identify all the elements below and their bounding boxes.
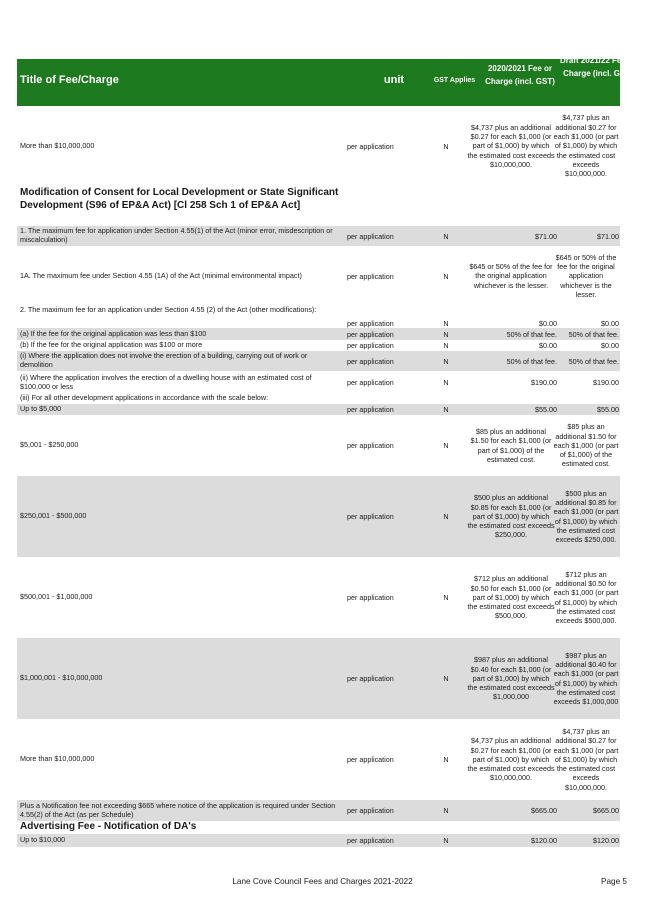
- row-fee-2020: [467, 246, 555, 306]
- row-gst: N: [443, 593, 449, 602]
- row-description: Plus a Notification fee not exceeding $665 where notice of the application is required under Section 4.55(2) of the Act (as per Schedule): [20, 800, 336, 819]
- row-unit: per application: [347, 378, 394, 387]
- section-heading-modification: Modification of Consent for Local Development or State Significant Development (S96 of EP&A Act) [Cl 258 Sch 1 of EP&A Act]: [20, 187, 339, 211]
- row-gst: N: [443, 141, 449, 151]
- row-fee-2021: $0.00: [601, 341, 619, 350]
- row-fee-2020: [467, 476, 555, 557]
- table-row: [17, 393, 620, 404]
- row-fee-2020: 50% of that fee.: [506, 329, 557, 339]
- row-unit: per application: [347, 836, 394, 845]
- row-description: (ii) Where the application involves the erection of a dwelling house with an estimated cost of $100,000 or less: [20, 372, 312, 391]
- row-description: Up to $10,000: [20, 835, 66, 845]
- section-heading-advertising: Advertising Fee - Notification of DA's: [20, 821, 197, 832]
- row-fee-2021: [552, 557, 620, 638]
- row-unit: per application: [347, 356, 394, 366]
- table-row: [17, 306, 620, 328]
- row-gst: N: [443, 341, 449, 350]
- row-fee-2021: [552, 476, 620, 557]
- row-fee-2020: [467, 638, 555, 719]
- row-unit: per application: [347, 405, 394, 414]
- row-description: (a) If the fee for the original application was less than $100: [20, 328, 207, 338]
- row-description: 2. The maximum fee for an application under Section 4.55 (2) of the Act (other modifications):: [20, 305, 317, 314]
- table-row: [17, 340, 620, 351]
- row-unit: per application: [347, 271, 394, 281]
- row-gst: N: [443, 356, 449, 366]
- row-unit: per application: [347, 441, 394, 450]
- fee-2020-text: $645 or 50% of the fee for the original application whichever is the lesser.: [469, 262, 553, 290]
- fee-2020-text: $4,737 plus an additional $0.27 for each $1,000 (or part of $1,000) by which the estimated cost exceeds $10,000,000.: [467, 736, 555, 783]
- row-fee-2021: [552, 106, 620, 186]
- row-fee-2020: [467, 557, 555, 638]
- table-row: [17, 557, 620, 638]
- header-gst: GST Applies: [433, 77, 476, 84]
- row-gst: N: [443, 755, 449, 764]
- row-fee-2021: $71.00: [597, 231, 619, 241]
- fee-2020-text: $987 plus an additional $0.40 for each $1,000 (or part of $1,000) by which the estimated cost exceeds $1,000,000: [467, 655, 555, 702]
- row-fee-2020: [467, 719, 555, 800]
- row-description: 1. The maximum fee for application under Section 4.55(1) of the Act (minor error, misdescription or miscalculation): [20, 226, 333, 244]
- table-row: [17, 415, 620, 476]
- fee-2021-text: $712 plus an additional $0.50 for each $1,000 (or part of $1,000) by which the estimated cost exceeds $500,000.: [553, 569, 619, 626]
- header-fee-2021: Draft 2021/22 Fee or Charge (incl. GST): [559, 56, 637, 78]
- fee-2020-text: $85 plus an additional $1.50 for each $1,000 (or part of $1,000) of the estimated cost.: [470, 426, 552, 464]
- row-fee-2021: [552, 415, 620, 476]
- row-fee-2021: $0.00: [601, 319, 619, 328]
- row-unit: per application: [347, 319, 394, 328]
- table-row: [17, 106, 620, 186]
- table-header: [17, 56, 637, 106]
- row-fee-2021: [552, 638, 620, 719]
- row-description: More than $10,000,000: [20, 754, 95, 764]
- row-fee-2021: [552, 246, 620, 306]
- header-unit: unit: [383, 74, 405, 86]
- fee-2021-text: $987 plus an additional $0.40 for each $1,000 (or part of $1,000) by which the estimated cost exceeds $1,000,000: [553, 650, 619, 707]
- row-unit: per application: [347, 593, 394, 602]
- table-row: [17, 226, 620, 246]
- row-fee-2020: [467, 415, 555, 476]
- fee-2021-text: $85 plus an additional $1.50 for each $1,000 (or part of $1,000) of the estimated cost.: [553, 422, 619, 469]
- table-row: [17, 328, 620, 340]
- row-gst: N: [443, 319, 449, 328]
- header-fee-2020: 2020/2021 Fee or Charge (incl. GST): [485, 64, 555, 86]
- table-row: [17, 351, 620, 371]
- row-fee-2020: $665.00: [531, 806, 557, 815]
- row-fee-2020: [467, 106, 555, 186]
- row-gst: N: [443, 271, 449, 281]
- fee-2021-text: $4,737 plus an additional $0.27 for each $1,000 (or part of $1,000) by which the estimated cost exceeds $10,000,000.: [553, 113, 619, 179]
- row-unit: per application: [347, 341, 394, 350]
- row-fee-2021: $55.00: [597, 405, 619, 414]
- header-title: Title of Fee/Charge: [20, 74, 119, 86]
- row-description: More than $10,000,000: [20, 140, 95, 150]
- row-fee-2020: $190.00: [531, 378, 557, 387]
- fee-2021-text: $645 or 50% of the fee for the original application whichever is the lesser.: [555, 252, 617, 299]
- row-gst: N: [443, 231, 449, 241]
- row-description: $5,001 - $250,000: [20, 440, 79, 450]
- row-gst: N: [443, 329, 449, 339]
- row-fee-2021: $190.00: [593, 378, 619, 387]
- footer-title: Lane Cove Council Fees and Charges 2021-2022: [232, 877, 413, 886]
- row-gst: N: [443, 512, 449, 521]
- row-fee-2021: $665.00: [593, 806, 619, 815]
- fee-2020-text: $500 plus an additional $0.85 for each $1,000 (or part of $1,000) by which the estimated cost exceeds $250,000.: [467, 493, 555, 540]
- row-description: $1,000,001 - $10,000,000: [20, 673, 103, 683]
- row-fee-2020: $0.00: [539, 341, 557, 350]
- table-row: [17, 246, 620, 306]
- row-gst: N: [443, 378, 449, 387]
- row-fee-2020: $55.00: [535, 405, 557, 414]
- row-fee-2020: $120.00: [531, 836, 557, 845]
- row-fee-2020: $71.00: [535, 231, 557, 241]
- table-row: [17, 638, 620, 719]
- row-unit: per application: [347, 512, 394, 521]
- row-gst: N: [443, 405, 449, 414]
- row-fee-2021: 50% of that fee.: [568, 356, 619, 366]
- row-description: (iii) For all other development applications in accordance with the scale below:: [20, 393, 269, 403]
- row-unit: per application: [347, 806, 394, 815]
- row-description: Up to $5,000: [20, 404, 62, 414]
- page-number: Page 5: [601, 877, 627, 886]
- row-unit: per application: [347, 231, 394, 241]
- row-description: $250,001 - $500,000: [20, 511, 87, 521]
- row-unit: per application: [347, 141, 394, 151]
- row-fee-2021: 50% of that fee.: [568, 329, 619, 339]
- table-row: [17, 834, 620, 847]
- row-gst: N: [443, 806, 449, 815]
- fee-2021-text: $500 plus an additional $0.85 for each $1,000 (or part of $1,000) by which the estimated cost exceeds $250,000.: [553, 488, 619, 545]
- row-fee-2021: [552, 719, 620, 800]
- row-gst: N: [443, 674, 449, 683]
- table-row: [17, 800, 620, 821]
- table-row: [17, 719, 620, 800]
- row-fee-2020: 50% of that fee.: [506, 356, 557, 366]
- row-gst: N: [443, 836, 449, 845]
- table-row: [17, 404, 620, 415]
- row-gst: N: [443, 441, 449, 450]
- row-unit: per application: [347, 755, 394, 764]
- fee-2021-text: $4,737 plus an additional $0.27 for each $1,000 (or part of $1,000) by which the estimated cost exceeds $10,000,000.: [553, 726, 619, 792]
- row-description: 1A. The maximum fee under Section 4.55 (1A) of the Act (minimal environmental impact): [20, 270, 302, 280]
- table-row: [17, 476, 620, 557]
- row-description: (b) If the fee for the original application was $100 or more: [20, 340, 203, 350]
- table-row: [17, 371, 620, 394]
- row-fee-2021: $120.00: [593, 836, 619, 845]
- fee-2020-text: $4,737 plus an additional $0.27 for each $1,000 (or part of $1,000) by which the estimated cost exceeds $10,000,000.: [467, 122, 555, 169]
- row-fee-2020: $0.00: [539, 319, 557, 328]
- row-description: (i) Where the application does not involve the erection of a building, carrying out of work or demolition: [20, 351, 308, 369]
- row-description: $500,001 - $1,000,000: [20, 592, 93, 602]
- fee-2020-text: $712 plus an additional $0.50 for each $1,000 (or part of $1,000) by which the estimated cost exceeds $500,000.: [467, 574, 555, 621]
- row-unit: per application: [347, 329, 394, 339]
- row-unit: per application: [347, 674, 394, 683]
